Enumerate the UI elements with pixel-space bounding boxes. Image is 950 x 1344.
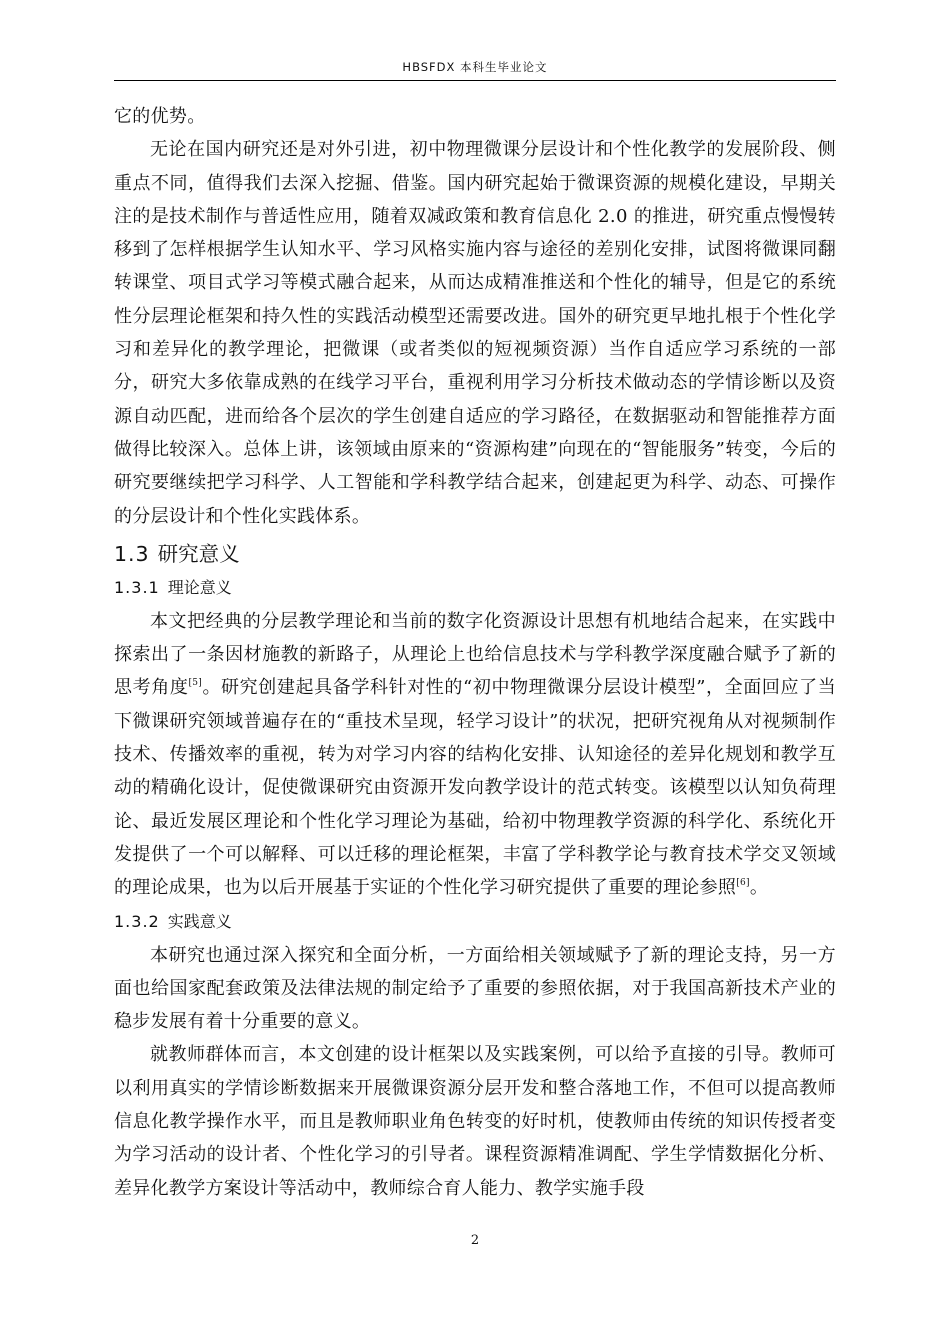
paragraph-practical-significance: 本研究也通过深入探究和全面分析，一方面给相关领域赋予了新的理论支持，另一方面也给国家配套政策及法律法规的制定给予了重要的参照依据，对于我国高新技术产业的稳步发展有着十分重要的意义。 [114, 944, 836, 1033]
section-number: 1.3 [114, 541, 150, 566]
header-title: HBSFDX 本科生毕业论文 [402, 60, 548, 74]
section-heading-1-3 [114, 537, 836, 571]
paragraph-text: 本文把经典的分层教学理论和当前的数字化资源设计思想有机地结合起来，在实践中探索出了一条因材施教的新路子，从理论上也给信息技术与学科教学深度融合赋予了新的思考角度 [114, 610, 836, 699]
paragraph-text: 。研究创建起具备学科针对性的“初中物理微课分层设计模型”，全面回应了当下微课研究领域普遍存在的“重技术呈现，轻学习设计”的状况，把研究视角从对视频制作技术、传播效率的重视，转为对学习内容的结构化安排、认知途径的差异化规划和教学互动的精确化设计，促使微课研究由资源开发向教学设计的范式转变。该模型以认知负荷理论、最近发展区理论和个性化学习理论为基础，给初中物理教学资源的科学化、系统化开发提供了一个可以解释、可以迁移的理论框架，丰富了学科教学论与教育技术学交叉领域的理论成果，也为以后开展基于实证的个性化学习研究提供了重要的理论参照 [114, 677, 837, 899]
subsection-number: 1.3.2 [114, 911, 160, 931]
paragraph-teacher-guidance: 就教师群体而言，本文创建的设计框架以及实践案例，可以给予直接的引导。教师可以利用真实的学情诊断数据来开展微课资源分层开发和整合落地工作，不但可以提高教师信息化教学操作水平，而且是教师职业角色转变的好时机，使教师由传统的知识传授者变为学习活动的设计者、个性化学习的引导者。课程资源精准调配、学生学情数据化分析、差异化教学方案设计等活动中，教师综合育人能力、教学实施手段 [114, 1044, 836, 1199]
subsection-title: 实践意义 [167, 911, 232, 931]
subsection-number: 1.3.1 [114, 577, 160, 597]
page-number: 2 [470, 1233, 480, 1248]
page-body [114, 100, 836, 1205]
paragraph-research-review: 无论在国内研究还是对外引进，初中物理微课分层设计和个性化教学的发展阶段、侧重点不同，值得我们去深入挖掘、借鉴。国内研究起始于微课资源的规模化建设，早期关注的是技术制作与普适性应用，随着双减政策和教育信息化 2.0 的推进，研究重点慢慢转移到了怎样根据学生认知水平、学习风格实施内容与途径的差别化安排，试图将微课同翻转课堂、项目式学习等模式融合起来，从而达成精准推送和个性化的辅导，但是它的系统性分层理论框架和持久性的实践活动模型还需要改进。国外的研究更早地扎根于个性化学习和差异化的教学理论，把微课（或者类似的短视频资源）当作自适应学习系统的一部分，研究大多依靠成熟的在线学习平台，重视利用学习分析技术做动态的学情诊断以及资源自动匹配，进而给各个层次的学生创建自适应的学习路径，在数据驱动和智能推荐方面做得比较深入。总体上讲，该领域由原来的“资源构建”向现在的“智能服务”转变，今后的研究要继续把学习科学、人工智能和学科教学结合起来，创建起更为科学、动态、可操作的分层设计和个性化实践体系。 [114, 139, 836, 527]
subsection-heading-1-3-2 [114, 905, 836, 939]
subsection-heading-1-3-1 [114, 571, 836, 605]
subsection-title: 理论意义 [167, 577, 232, 597]
paragraph-theoretical-significance [114, 605, 836, 905]
paragraph-continuation: 它的优势。 [114, 106, 206, 127]
paragraph-text: 。 [749, 877, 769, 899]
running-header [114, 58, 836, 81]
citation-ref: [6] [736, 878, 750, 889]
citation-ref: [5] [188, 678, 203, 689]
section-title: 研究意义 [157, 541, 240, 566]
